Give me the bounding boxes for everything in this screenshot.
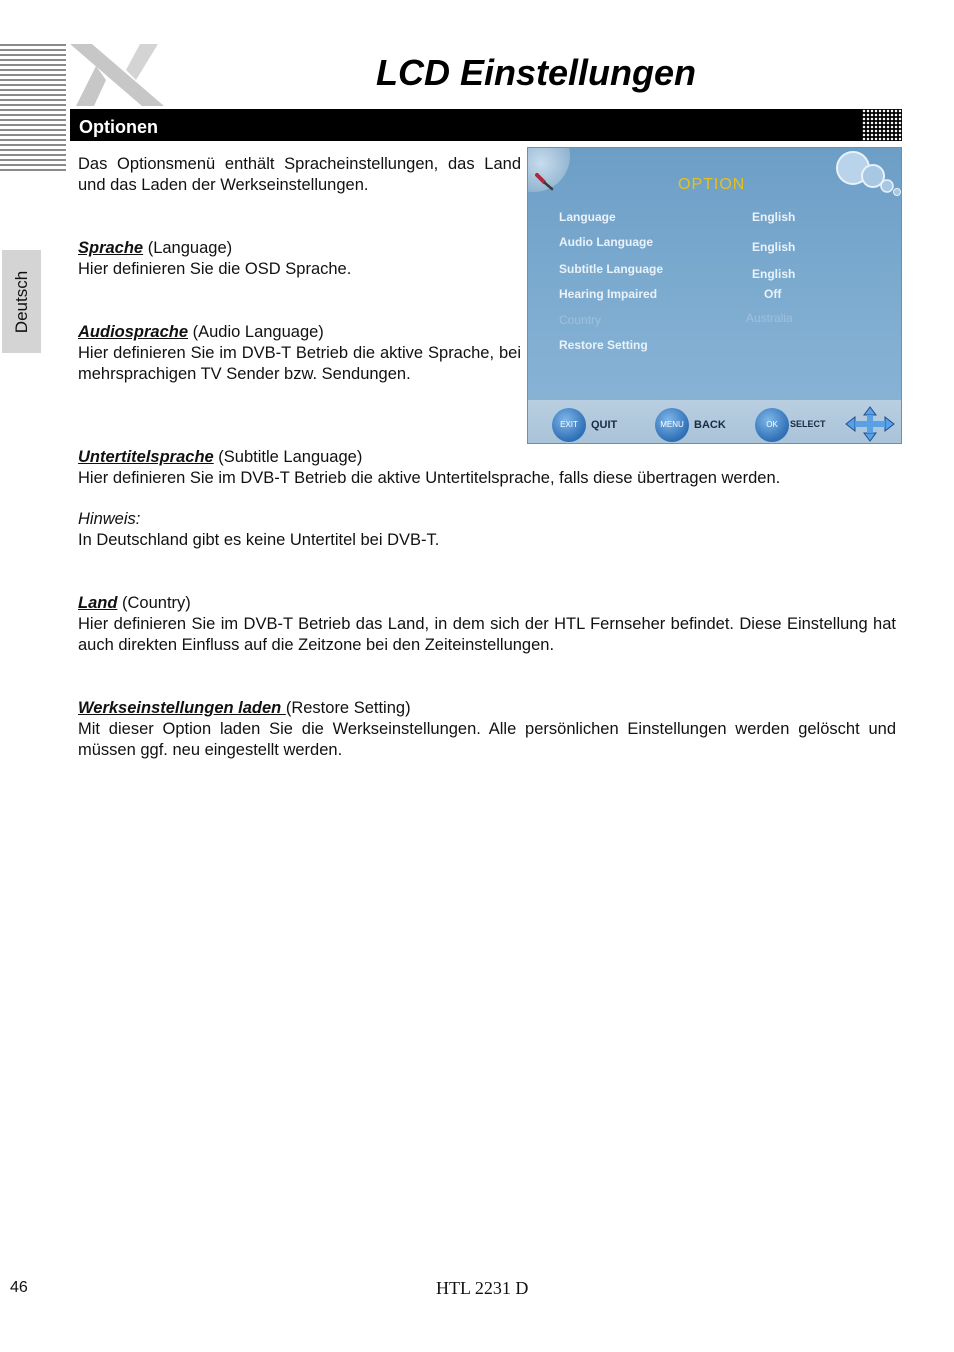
item-term: Werkseinstellungen laden	[78, 699, 286, 717]
osd-row-label: Language	[559, 210, 616, 224]
osd-row-value: Australia	[746, 311, 793, 325]
osd-row-label: Restore Setting	[559, 338, 648, 352]
item-sprache	[78, 238, 521, 280]
tools-icon	[534, 170, 556, 192]
item-term: Sprache	[78, 239, 144, 257]
brand-stripes	[0, 44, 66, 172]
section-header-bar	[70, 109, 902, 141]
osd-row-label: Hearing Impaired	[559, 287, 658, 301]
note-text: In Deutschland gibt es keine Untertitel bei DVB-T.	[78, 531, 440, 549]
osd-footer	[528, 400, 902, 444]
item-desc: Hier definieren Sie im DVB-T Betrieb die aktive Untertitelsprache, falls diese übertragen werden.	[78, 469, 781, 487]
item-term: Land	[78, 594, 118, 612]
item-untertitelsprache	[78, 447, 896, 489]
osd-title: OPTION	[678, 176, 746, 193]
model-name: HTL 2231 D	[436, 1278, 529, 1298]
osd-row-value: English	[752, 267, 796, 281]
item-land	[78, 593, 896, 656]
item-term: Untertitelsprache	[78, 448, 214, 466]
item-english: (Subtitle Language)	[213, 448, 363, 466]
intro-paragraph: Das Optionsmenü enthält Spracheinstellungen, das Land und das Laden der Werkseinstellungen.	[78, 155, 521, 194]
osd-quit-label: QUIT	[591, 419, 618, 431]
osd-row-value: Off	[764, 287, 782, 301]
osd-ok-button: OK	[755, 408, 789, 442]
note-block	[78, 509, 896, 551]
item-english: (Audio Language)	[188, 323, 324, 341]
item-term: Audiosprache	[78, 323, 189, 341]
section-title: Optionen	[79, 117, 158, 137]
osd-menu-button: MENU	[655, 408, 689, 442]
osd-row-value: English	[752, 210, 796, 224]
item-desc: Mit dieser Option laden Sie die Werkseinstellungen. Alle persönlichen Einstellungen werden gelöscht und müssen ggf. neu eingestellt werden.	[78, 720, 896, 759]
item-english: (Language)	[143, 239, 233, 257]
language-side-tab	[2, 250, 41, 353]
dot-pattern-decoration	[862, 109, 902, 141]
navigation-arrows-icon	[842, 406, 898, 442]
osd-row-value: English	[752, 240, 796, 254]
osd-option-menu-screenshot	[527, 147, 902, 444]
side-tab-label: Deutsch	[11, 270, 31, 333]
osd-row-label: Country	[559, 313, 602, 327]
item-audiosprache	[78, 322, 521, 385]
osd-back-label: BACK	[694, 419, 726, 431]
item-desc: Hier definieren Sie im DVB-T Betrieb das Land, in dem sich der HTL Fernseher befindet. Diese Einstellung hat auch direkten Einfluss auf die Zeitzone bei den Zeiteinstellungen.	[78, 615, 896, 654]
osd-row-label: Subtitle Language	[559, 262, 664, 276]
osd-exit-button: EXIT	[552, 408, 586, 442]
bubbles-decoration-icon	[833, 148, 902, 198]
item-desc: Hier definieren Sie im DVB-T Betrieb die aktive Sprache, bei mehrsprachigen TV Sender bzw. Sendungen.	[78, 344, 521, 383]
item-desc: Hier definieren Sie die OSD Sprache.	[78, 260, 352, 278]
item-english: (Restore Setting)	[285, 699, 411, 717]
item-english: (Country)	[117, 594, 191, 612]
page-number: 46	[10, 1279, 28, 1296]
osd-select-label: SELECT	[790, 419, 826, 429]
osd-row-label: Audio Language	[559, 235, 653, 249]
page-title: LCD Einstellungen	[376, 52, 697, 93]
brand-x-logo	[66, 40, 170, 110]
note-label: Hinweis:	[78, 510, 141, 528]
item-werkseinstellungen	[78, 698, 896, 761]
